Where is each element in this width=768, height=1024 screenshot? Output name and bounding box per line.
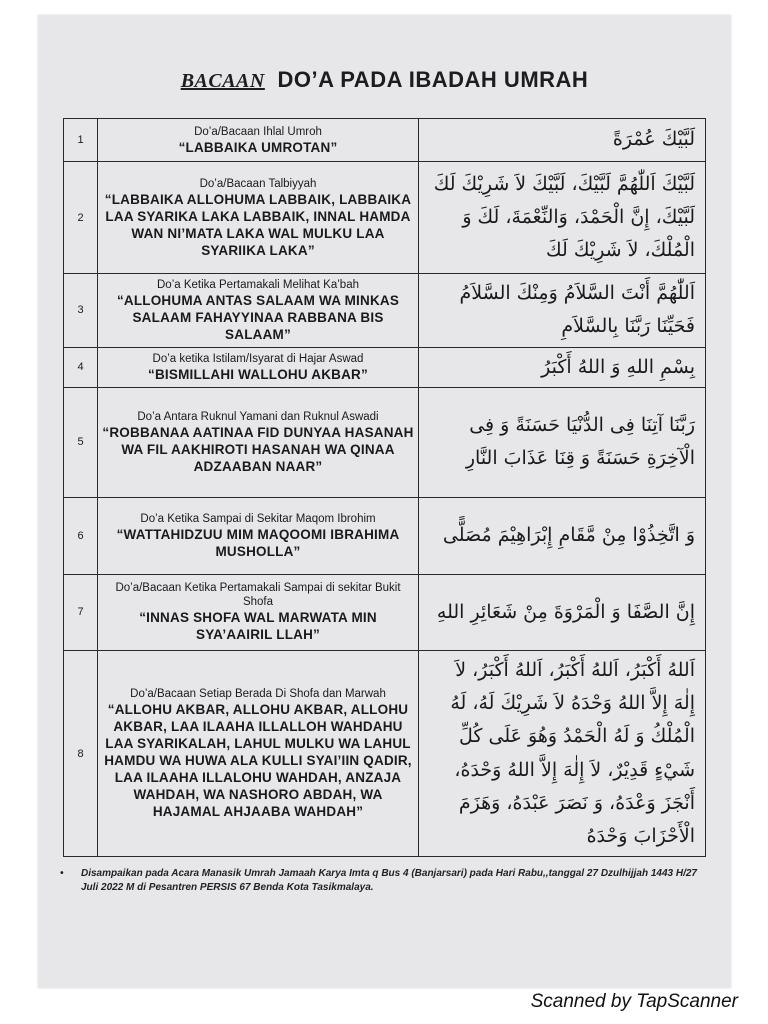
table-row — [64, 347, 706, 387]
doa-latin: “ROBBANAA AATINAA FID DUNYAA HASANAH WA FIL AAKHIROTI HASANAH WA QINAA ADZAABAN NAAR” — [102, 424, 414, 474]
doa-latin: “LABBAIKA UMROTAN” — [178, 139, 338, 155]
latin-cell — [98, 162, 419, 274]
title-main: DO’A PADA IBADAH UMRAH — [277, 67, 589, 92]
doa-caption: Do’a/Bacaan Talbiyyah — [199, 177, 317, 190]
latin-cell — [98, 119, 419, 162]
footnote — [60, 867, 710, 895]
row-number: 6 — [64, 497, 98, 574]
doa-arabic: رَبَّنَا آتِنَا فِى الدُّنْيَا حَسَنَةً وَ فِى الْآخِرَةِ حَسَنَةً وَ قِنَا عَذَابَ النَّارِ — [419, 387, 706, 497]
page-title — [38, 67, 731, 93]
doa-latin: “ALLOHUMA ANTAS SALAAM WA MINKAS SALAAM FAHAYYINAA RABBANA BIS SALAAM” — [116, 292, 400, 342]
doa-arabic: لَبَّيْكَ عُمْرَةً — [419, 119, 706, 162]
scanner-watermark: Scanned by TapScanner — [530, 991, 738, 1012]
table-row — [64, 119, 706, 162]
row-number: 1 — [64, 119, 98, 162]
doa-arabic: وَ اتَّخِذُوْا مِنْ مَّقَامِ إِبْرَاهِيْمَ مُصَلًّى — [419, 497, 706, 574]
table-row — [64, 274, 706, 348]
table-row — [64, 387, 706, 497]
row-number: 2 — [64, 162, 98, 274]
row-number: 5 — [64, 387, 98, 497]
table-row — [64, 162, 706, 274]
doa-caption: Do’a Ketika Pertamakali Melihat Ka’bah — [157, 278, 359, 291]
doa-caption: Do’a/Bacaan Setiap Berada Di Shofa dan Marwah — [130, 688, 386, 700]
row-number: 7 — [64, 574, 98, 650]
title-prefix: BACAAN — [180, 70, 265, 92]
doa-caption: Do’a/Bacaan Ketika Pertamakali Sampai di sekitar Bukit Shofa — [115, 582, 401, 609]
footnote-text: Disampaikan pada Acara Manasik Umrah Jamaah Karya Imta q Bus 4 (Banjarsari) pada Hari Rabu,,tanggal 27 Dzulhijjah 1443 H/27 Juli 2022 M di Pesantren PERSIS 67 Benda Kota Tasikmalaya. — [81, 868, 697, 893]
latin-cell — [98, 574, 419, 650]
doa-latin: “INNAS SHOFA WAL MARWATA MIN SYA’AAIRIL LLAH” — [139, 610, 377, 643]
doa-latin: “ALLOHU AKBAR, ALLOHU AKBAR, ALLOHU AKBAR, LAA ILAAHA ILLALLOH WAHDAHU LAA SYARIKALAH, LAHUL MULKU WA LAHUL HAMDU WA HUWA ALA KULLI SYAI’IIN QADIR, LAA ILAAHA ILLALOHU WAHDAH, ANZAJA WAHDAH, WA NASHORO ABDAH, WA HAJAMAL AHJAABA WAHDAH” — [104, 702, 412, 819]
row-number: 3 — [64, 274, 98, 348]
doa-latin: “LABBAIKA ALLOHUMA LABBAIK, LABBAIKA LAA SYARIKA LAKA LABBAIK, INNAL HAMDA WAN NI’MATA LAKA WAL MULKU LAA SYARIIKA LAKA” — [104, 191, 412, 258]
row-number: 8 — [64, 650, 98, 857]
latin-cell — [98, 387, 419, 497]
doa-caption: Do’a Antara Ruknul Yamani dan Ruknul Aswadi — [137, 410, 379, 423]
doa-caption: Do’a ketika Istilam/Isyarat di Hajar Aswad — [152, 352, 364, 365]
doa-table — [63, 118, 706, 857]
document-page — [38, 15, 731, 988]
latin-cell — [98, 347, 419, 387]
row-number: 4 — [64, 347, 98, 387]
doa-arabic: اَللهُ أَكْبَرُ، اَللهُ أَكْبَرُ، اَللهُ أَكْبَرُ، لاَ إِلٰهَ إِلاَّ اللهُ وَحْدَهُ لاَ شَرِيْكَ لَهُ، لَهُ الْمُلْكُ وَ لَهُ الْحَمْدُ وَهُوَ عَلَى كُلِّ شَيْءٍ قَدِيْرٌ، لاَ إِلٰهَ إِلاَّ اللهُ وَحْدَهُ، أَنْجَزَ وَعْدَهُ، وَ نَصَرَ عَبْدَهُ، وَهَزَمَ الْأَحْزَابَ وَحْدَهُ — [419, 650, 706, 857]
latin-cell — [98, 497, 419, 574]
latin-cell — [98, 650, 419, 857]
table-row — [64, 650, 706, 857]
doa-arabic: بِسْمِ اللهِ وَ اللهُ أَكْبَرُ — [419, 347, 706, 387]
doa-arabic: اَللّٰهُمَّ أَنْتَ السَّلاَمُ وَمِنْكَ السَّلاَمُ فَحَيِّنَا رَبَّنَا بِالسَّلاَمِ — [419, 274, 706, 348]
doa-latin: “WATTAHIDZUU MIM MAQOOMI IBRAHIMA MUSHOLLA” — [116, 526, 400, 559]
doa-caption: Do’a/Bacaan Ihlal Umroh — [194, 125, 322, 138]
bullet-icon: • — [60, 868, 64, 879]
doa-latin: “BISMILLAHI WALLOHU AKBAR” — [148, 366, 368, 382]
table-row — [64, 574, 706, 650]
latin-cell — [98, 274, 419, 348]
doa-arabic: لَبَّيْكَ اَللّٰهُمَّ لَبَّيْكَ، لَبَّيْكَ لاَ شَرِيْكَ لَكَ لَبَّيْكَ، إِنَّ الْحَمْدَ، وَالنِّعْمَةَ، لَكَ وَ الْمُلْكَ، لاَ شَرِيْكَ لَكَ — [419, 162, 706, 274]
doa-caption: Do’a Ketika Sampai di Sekitar Maqom Ibrohim — [140, 512, 376, 525]
table-row — [64, 497, 706, 574]
doa-arabic: إِنَّ الصَّفَا وَ الْمَرْوَةَ مِنْ شَعَائِرِ اللهِ — [419, 574, 706, 650]
